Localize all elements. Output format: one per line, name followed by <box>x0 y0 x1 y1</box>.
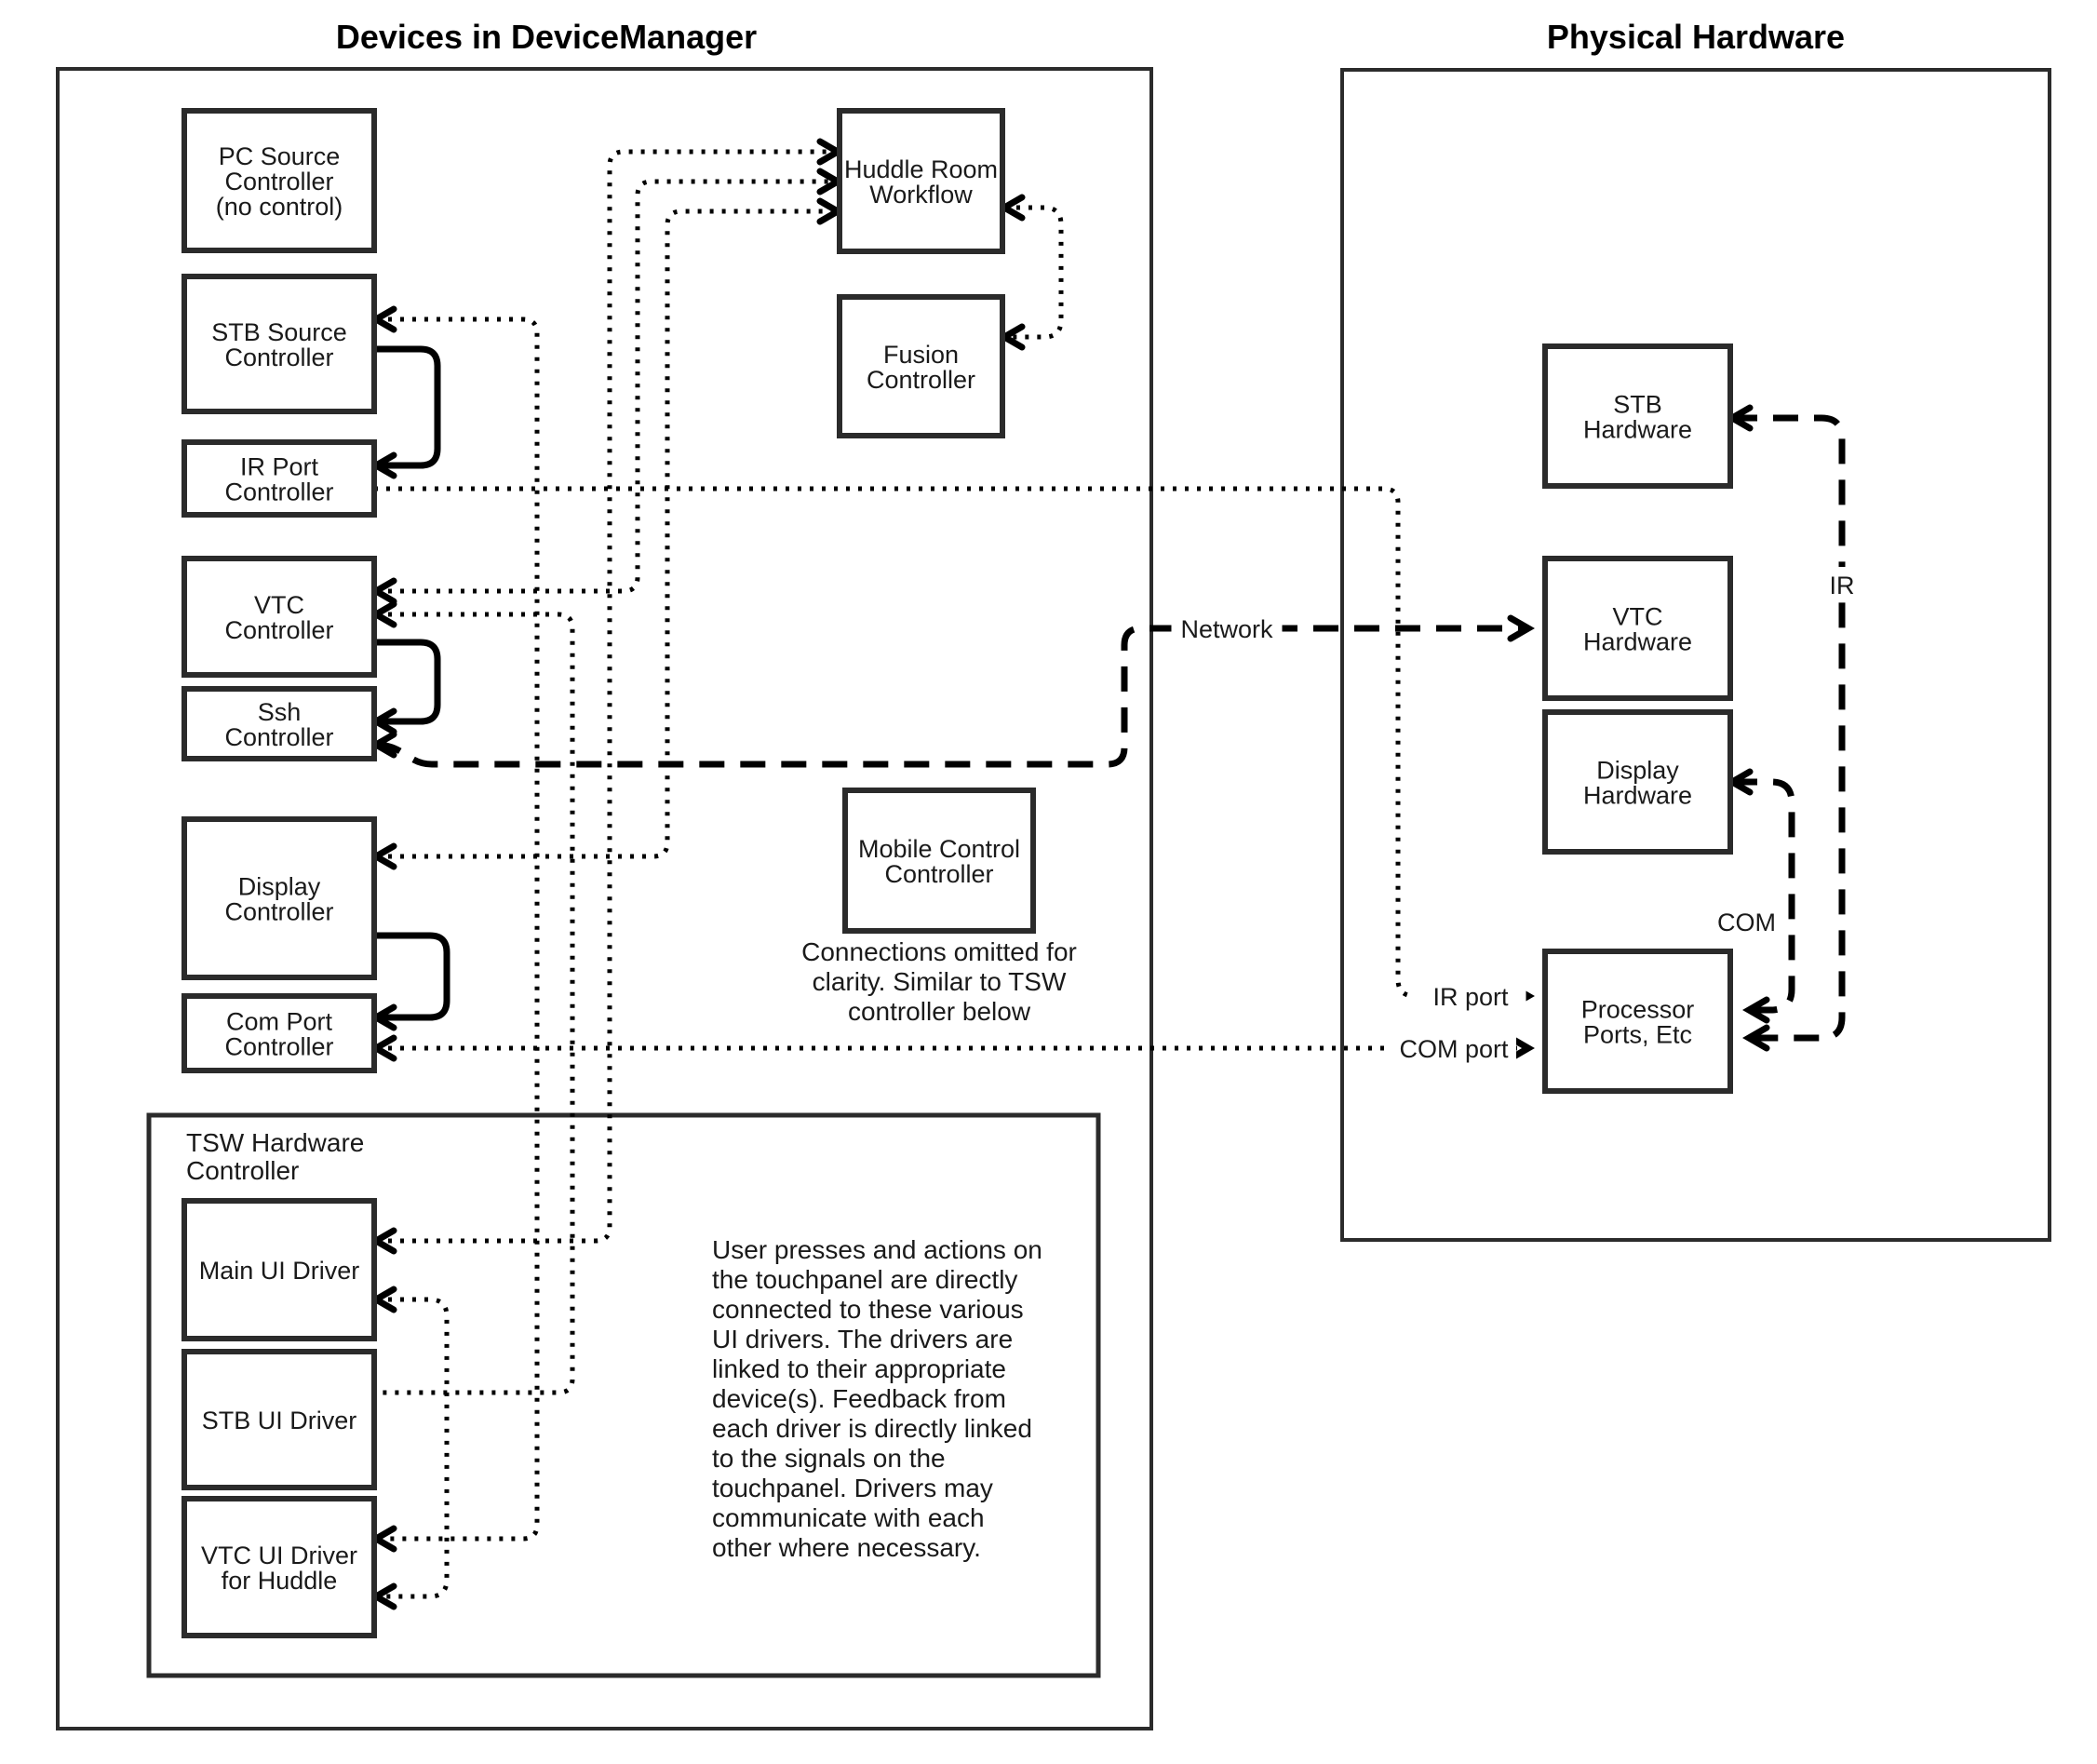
edge-vtcctrl-huddle <box>376 182 838 591</box>
main-ui-driver-label: Main UI Driver <box>198 1257 360 1285</box>
tsw-note-line: communicate with each <box>712 1503 985 1532</box>
pc-source-controller-label: Controller <box>224 168 334 195</box>
tsw-hardware-controller-label-line: TSW Hardware <box>186 1128 365 1157</box>
vtc-ui-driver-label: for Huddle <box>221 1567 338 1595</box>
pc-source-controller-label: (no control) <box>215 193 343 221</box>
display-controller-label: Controller <box>224 897 334 926</box>
mobile-control-controller-label: Mobile Control <box>857 835 1021 863</box>
com-port-controller-label: Com Port <box>225 1007 333 1036</box>
tsw-note-line: linked to their appropriate <box>712 1354 1006 1383</box>
edge-displayctrl-huddle <box>376 211 838 856</box>
tsw-note-line: other where necessary. <box>712 1533 981 1562</box>
edge-ir-hardware <box>1732 418 1842 1038</box>
edge-stbsource-vtcui <box>376 319 537 1539</box>
com-label: COM <box>1717 909 1776 936</box>
devices-title: Devices in DeviceManager <box>335 18 758 56</box>
tsw-note-line: device(s). Feedback from <box>712 1384 1006 1413</box>
edge-vtc-ssh <box>374 642 437 721</box>
ssh-controller-label: Ssh <box>257 698 302 726</box>
vtc-hardware-label: Hardware <box>1582 627 1693 656</box>
mobile-note-line: clarity. Similar to TSW <box>812 967 1067 996</box>
stb-hardware-label: Hardware <box>1582 415 1693 444</box>
mobile-note-line: controller below <box>847 997 1031 1026</box>
stb-source-controller-label: Controller <box>224 343 334 371</box>
ir-port-controller-label: Controller <box>224 478 334 506</box>
com-port-controller-label: Controller <box>224 1032 334 1061</box>
display-controller-label: Display <box>237 872 321 901</box>
huddle-room-workflow-label: Workflow <box>869 181 973 209</box>
network-label: Network <box>1180 615 1273 643</box>
fusion-controller-label: Controller <box>866 366 976 394</box>
stb-ui-driver-label: STB UI Driver <box>201 1407 357 1434</box>
pc-source-controller-label: PC Source <box>218 142 341 170</box>
edge-huddle-fusion <box>1004 208 1061 337</box>
com-port-label: COM port <box>1399 1035 1509 1063</box>
display-hardware-label: Display <box>1596 756 1679 785</box>
ir-port-label: IR port <box>1432 983 1509 1011</box>
display-hardware-label: Hardware <box>1582 781 1693 810</box>
tsw-note-line: connected to these various <box>712 1295 1024 1324</box>
tsw-note-line: each driver is directly linked <box>712 1414 1032 1443</box>
edge-stbsource-irport <box>374 349 437 465</box>
titles-layer <box>336 18 1845 56</box>
tsw-hardware-controller-label-line: Controller <box>186 1156 300 1185</box>
ssh-controller-label: Controller <box>224 723 334 751</box>
mobile-control-controller-label: Controller <box>884 860 994 888</box>
tsw-note-line: the touchpanel are directly <box>712 1265 1018 1294</box>
physical-title: Physical Hardware <box>1546 18 1846 56</box>
tsw-note-line: User presses and actions on <box>712 1235 1042 1264</box>
edge-network <box>376 628 1528 764</box>
edge-com-hardware <box>1732 782 1792 1010</box>
tsw-note-line: UI drivers. The drivers are <box>712 1325 1014 1353</box>
processor-ports-label: Processor <box>1580 995 1695 1024</box>
vtc-controller-label: Controller <box>224 616 334 644</box>
huddle-room-workflow-label: Huddle Room <box>843 155 999 183</box>
edge-mainui-huddle <box>376 152 838 1241</box>
mobile-note-line: Connections omitted for <box>801 937 1077 966</box>
vtc-hardware-label: VTC <box>1612 602 1663 631</box>
edge-display-comport <box>374 936 447 1017</box>
edge-vtcctrl-stbui <box>374 614 572 1393</box>
tsw-note-line: to the signals on the <box>712 1444 946 1473</box>
edge-mainui-vtcui <box>376 1299 447 1596</box>
stb-hardware-label: STB <box>1613 390 1662 419</box>
vtc-controller-label: VTC <box>254 591 304 619</box>
processor-ports-label: Ports, Etc <box>1582 1020 1693 1049</box>
tsw-note-line: touchpanel. Drivers may <box>712 1474 993 1502</box>
ir-label: IR <box>1829 572 1855 599</box>
fusion-controller-label: Fusion <box>882 341 960 369</box>
vtc-ui-driver-label: VTC UI Driver <box>201 1542 357 1569</box>
stb-source-controller-label: STB Source <box>211 318 347 346</box>
ir-port-controller-label: IR Port <box>239 452 319 481</box>
